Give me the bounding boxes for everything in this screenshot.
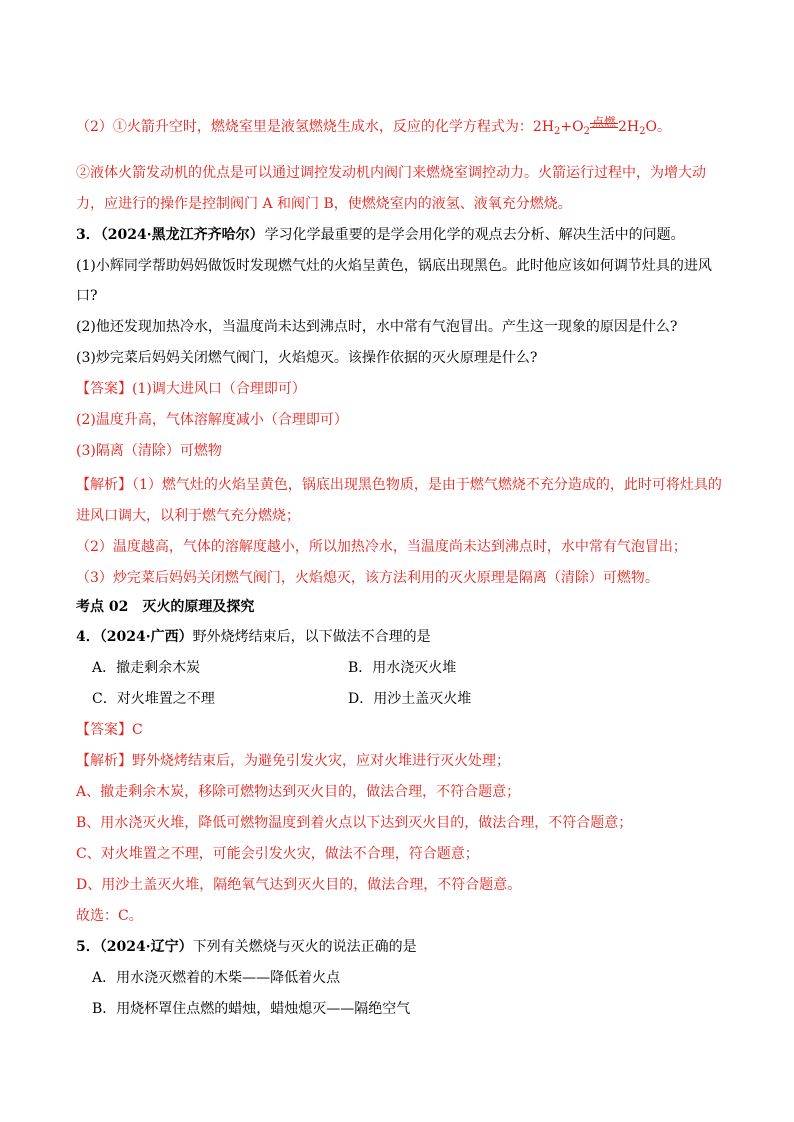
q3-answer3: (3)隔离（清除）可燃物	[76, 443, 222, 459]
q5-stem-line	[76, 937, 417, 957]
q5-option-b: B．用烧杯罩住点燃的蜡烛，蜡烛熄灭——隔绝空气	[92, 1001, 411, 1017]
q5-source: （2024·辽宁）	[99, 939, 193, 955]
q3-answer2: (2)温度升高，气体溶解度减小（合理即可）	[76, 412, 348, 428]
q4-option-d: D．用沙土盖灭火堆	[348, 691, 472, 707]
q3-analysis-line4: （3）炒完菜后妈妈关闭燃气阀门，火焰熄灭，该方法利用的灭火原理是隔离（清除）可燃物。	[76, 570, 659, 586]
q3-source: （2024·黑龙江齐齐哈尔）	[100, 227, 264, 243]
q3-analysis-line3: （2）温度越高，气体的溶解度越小，所以加热冷水，当温度尚未达到沸点时，水中常有气泡冒出；	[76, 539, 687, 555]
answer-tag: 【答案】	[76, 381, 132, 397]
q3-answer-line	[76, 379, 306, 399]
q4-stem: 野外烧烤结束后，以下做法不合理的是	[192, 629, 431, 645]
q3-sub2: (2)他还发现加热冷水，当温度尚未达到沸点时，水中常有气泡冒出。产生这一现象的原因是什么?	[76, 319, 678, 335]
part2-line2: ②液体火箭发动机的优点是可以通过调控发动机内阀门来燃烧室调控动力。火箭运行过程中，为增大动	[76, 165, 706, 181]
q4-stem-line	[76, 627, 431, 647]
q3-sub1a: (1)小辉同学帮助妈妈做饭时发现燃气灶的火焰呈黄色，锅底出现黑色。此时他应该如何调节灶具的进风	[76, 258, 712, 274]
q4-source: （2024·广西）	[99, 629, 193, 645]
q4-number: 4．	[76, 629, 100, 645]
equals-bar	[590, 123, 618, 128]
q4-option-a: A．撤走剩余木炭	[92, 660, 201, 676]
equation: $2H_2+O_2$ 点燃 $2H_2O$。	[533, 119, 671, 135]
q4-analysis-d: D、用沙土盖灭火堆，隔绝氧气达到灭火目的，做法合理，不符合题意。	[76, 877, 522, 893]
q3-stem: 学习化学最重要的是学会用化学的观点去分析、解决生活中的问题。	[264, 227, 685, 243]
q5-number: 5．	[76, 939, 100, 955]
analysis-tag: 【解析】	[76, 477, 132, 493]
answer-tag: 【答案】	[76, 722, 132, 738]
q4-analysis-b: B、用水浇灭火堆，降低可燃物温度到着火点以下达到灭火目的，做法合理，不符合题意；	[76, 815, 633, 831]
section-title: 考点 02 灭火的原理及探究	[76, 599, 255, 615]
q4-analysis-a: A、撤走剩余木炭，移除可燃物达到灭火目的，做法合理，不符合题意；	[76, 784, 521, 800]
q3-number: 3．	[76, 227, 100, 243]
q4-option-b: B．用水浇灭火堆	[348, 660, 457, 676]
part2-text: （2）①火箭升空时，燃烧室里是液氢燃烧生成水，反应的化学方程式为：	[76, 119, 533, 135]
q4-answer: C	[132, 722, 143, 738]
q4-option-c: C．对火堆置之不理	[92, 691, 215, 707]
part2-line3: 力，应进行的操作是控制阀门 A 和阀门 B，使燃烧室内的液氢、液氧充分燃烧。	[76, 196, 572, 212]
q4-answer-line	[76, 720, 143, 740]
q3-sub3: (3)炒完菜后妈妈关闭燃气阀门，火焰熄灭。该操作依据的灭火原理是什么?	[76, 350, 538, 366]
part2-line1	[76, 117, 671, 137]
q3-answer1: (1)调大进风口（合理即可）	[132, 381, 306, 397]
reaction-condition: 点燃	[591, 115, 616, 129]
q4-analysis-c: C、对火堆置之不理，可能会引发火灾，做法不合理，符合题意；	[76, 846, 479, 862]
q3-stem-line	[76, 225, 685, 245]
q4-conclusion: 故选：C。	[76, 908, 143, 924]
q3-sub1b: 口?	[76, 288, 98, 304]
analysis-tag: 【解析】	[76, 753, 132, 769]
q4-analysis-line0: 【解析】野外烧烤结束后，为避免引发火灾，应对火堆进行灭火处理；	[76, 753, 510, 769]
q3-analysis-line2: 进风口调大，以利于燃气充分燃烧；	[76, 508, 300, 524]
q5-stem: 下列有关燃烧与灭火的说法正确的是	[192, 939, 417, 955]
q5-option-a: A．用水浇灭燃着的木柴——降低着火点	[92, 970, 341, 986]
q3-analysis-line1: 【解析】（1）燃气灶的火焰呈黄色，锅底出现黑色物质，是由于燃气燃烧不充分造成的，此时可将灶具的	[76, 477, 722, 493]
